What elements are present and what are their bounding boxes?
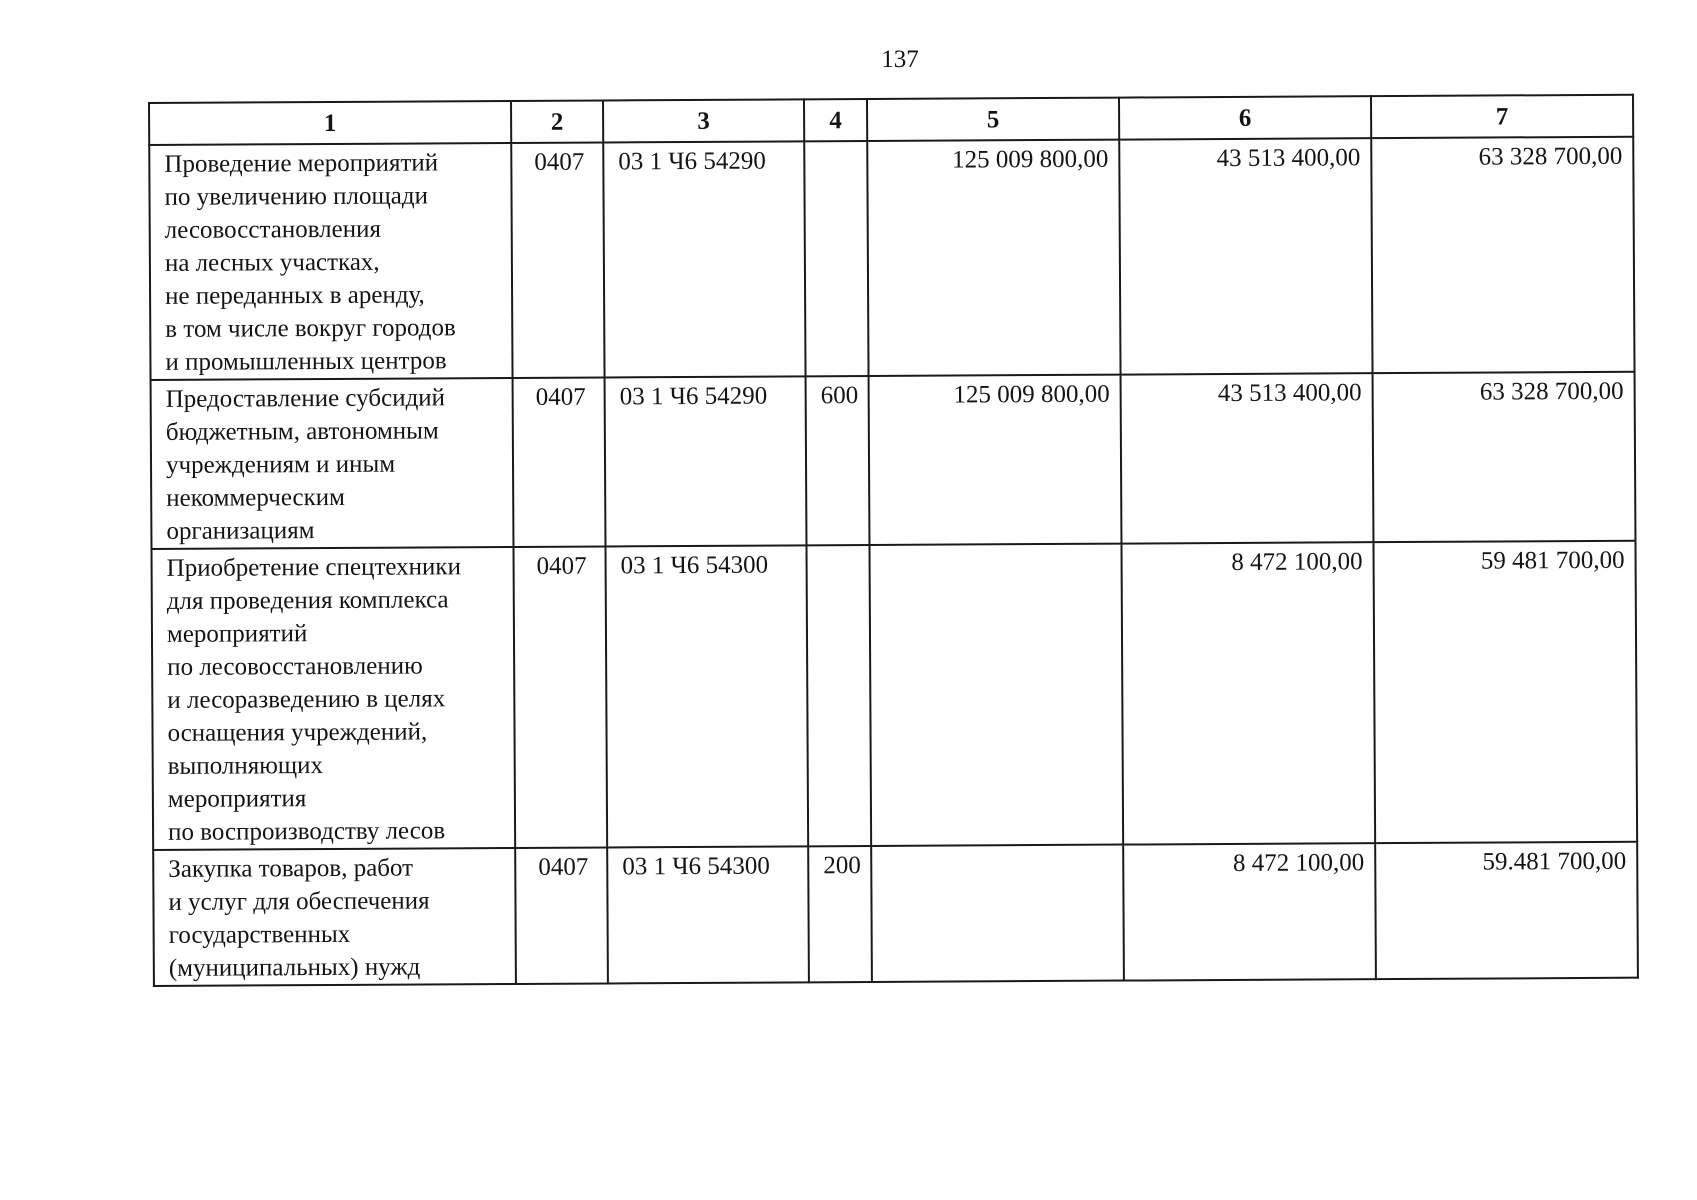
budget-table bbox=[148, 94, 1639, 987]
row-name-line: по увеличению площади bbox=[164, 182, 429, 211]
table-row bbox=[151, 541, 1637, 850]
row-name-line: учреждениям и иным bbox=[165, 450, 396, 479]
row-name-line: Проведение мероприятий bbox=[164, 149, 439, 178]
header-col-7: 7 bbox=[1371, 95, 1633, 138]
row-name-cell bbox=[153, 848, 516, 986]
row-name-line: для проведения комплекса bbox=[166, 586, 449, 615]
header-col-6: 6 bbox=[1119, 96, 1371, 139]
amount-col-6-cell: 43 513 400,00 bbox=[1121, 373, 1374, 543]
row-name-line: выполняющих bbox=[167, 752, 324, 780]
target-code-cell: 03 1 Ч6 54290 bbox=[605, 376, 807, 546]
row-name-line: лесовосстановления bbox=[164, 215, 382, 244]
expense-type-cell: 600 bbox=[806, 376, 870, 545]
amount-col-7-cell: 59 481 700,00 bbox=[1373, 541, 1637, 843]
amount-col-7-cell: 63 328 700,00 bbox=[1373, 372, 1636, 542]
amount-col-6-cell: 43 513 400,00 bbox=[1119, 138, 1372, 374]
row-name-cell bbox=[149, 143, 512, 380]
amount-col-5-cell bbox=[869, 544, 1123, 846]
section-code-cell: 0407 bbox=[513, 377, 606, 547]
row-name-line: организациям bbox=[166, 517, 315, 545]
row-name-line: и лесоразведению в целях bbox=[167, 685, 446, 714]
header-col-3: 3 bbox=[603, 99, 804, 142]
section-code-cell: 0407 bbox=[515, 847, 608, 984]
row-name-line: (муниципальных) нужд bbox=[168, 953, 421, 982]
row-name-line: по лесовосстановлению bbox=[167, 652, 423, 681]
amount-col-7-cell: 63 328 700,00 bbox=[1371, 137, 1634, 373]
header-col-5: 5 bbox=[867, 98, 1119, 141]
row-name-line: по воспроизводству лесов bbox=[168, 817, 446, 846]
table-row bbox=[151, 372, 1636, 549]
amount-col-6-cell: 8 472 100,00 bbox=[1121, 542, 1375, 844]
expense-type-cell: 200 bbox=[808, 846, 872, 982]
amount-col-6-cell: 8 472 100,00 bbox=[1123, 843, 1376, 980]
row-name-line: в том числе вокруг городов bbox=[165, 314, 456, 343]
row-name-line: государственных bbox=[168, 920, 351, 949]
row-name-line: и услуг для обеспечения bbox=[168, 887, 430, 916]
row-name-cell bbox=[151, 378, 514, 549]
table-row bbox=[153, 842, 1638, 986]
row-name-line: Закупка товаров, работ bbox=[168, 854, 414, 883]
row-name-line: мероприятий bbox=[166, 620, 308, 648]
target-code-cell: 03 1 Ч6 54290 bbox=[603, 141, 805, 377]
section-code-cell: 0407 bbox=[511, 142, 604, 378]
target-code-cell: 03 1 Ч6 54300 bbox=[607, 846, 809, 983]
header-col-2: 2 bbox=[511, 100, 603, 143]
row-name-line: мероприятия bbox=[167, 785, 307, 813]
page-number: 137 bbox=[881, 46, 919, 73]
header-col-4: 4 bbox=[804, 99, 867, 141]
amount-col-7-cell: 59.481 700,00 bbox=[1375, 842, 1638, 979]
row-name-line: не переданных в аренду, bbox=[165, 281, 425, 310]
row-name-line: бюджетным, автономным bbox=[165, 417, 439, 446]
row-name-line: и промышленных центров bbox=[165, 347, 447, 376]
row-name-line: Приобретение спецтехники bbox=[166, 553, 461, 582]
row-name-line: на лесных участках, bbox=[164, 248, 380, 277]
row-name-line: Предоставление субсидий bbox=[165, 384, 446, 413]
amount-col-5-cell: 125 009 800,00 bbox=[867, 140, 1120, 376]
header-col-1: 1 bbox=[149, 101, 511, 145]
table-row bbox=[149, 137, 1634, 380]
row-name-cell bbox=[151, 547, 515, 850]
target-code-cell: 03 1 Ч6 54300 bbox=[605, 545, 808, 847]
expense-type-cell bbox=[804, 141, 868, 376]
amount-col-5-cell: 125 009 800,00 bbox=[869, 375, 1122, 545]
amount-col-5-cell bbox=[871, 845, 1124, 982]
section-code-cell: 0407 bbox=[513, 546, 607, 848]
row-name-line: некоммерческим bbox=[166, 483, 346, 512]
expense-type-cell bbox=[806, 545, 871, 846]
row-name-line: оснащения учреждений, bbox=[167, 718, 428, 747]
